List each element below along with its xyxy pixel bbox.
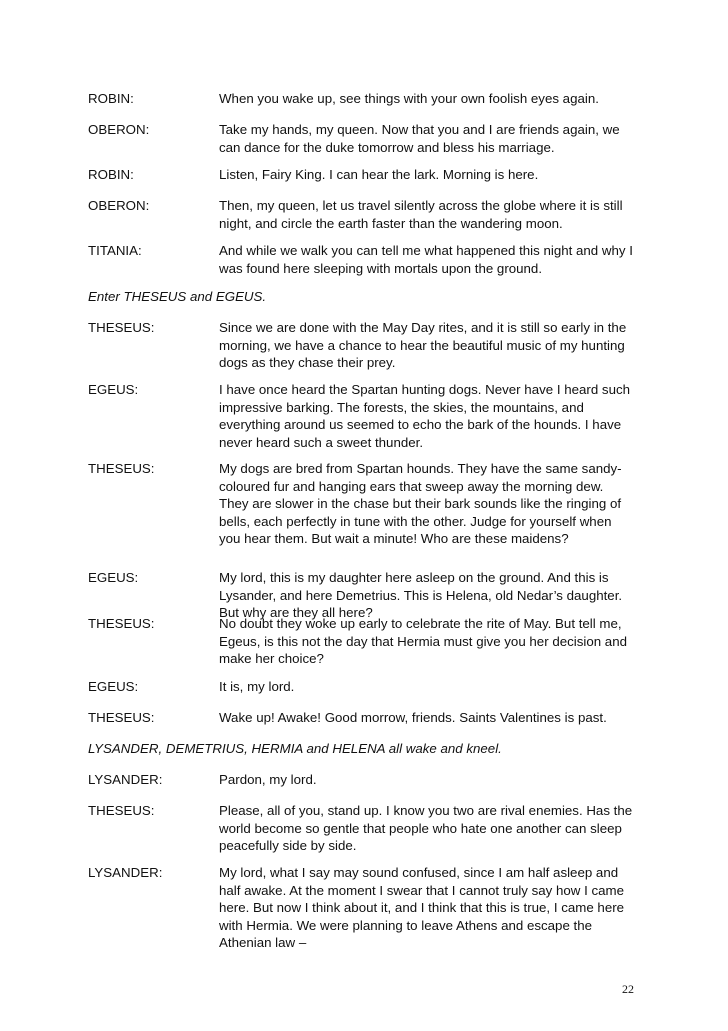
speech-line: I have once heard the Spartan hunting dogs. Never have I heard such [219,382,631,397]
speaker-name: THESEUS: [88,320,155,335]
speech-line: They are slower in the chase but their bark sounds like the ringing of [219,496,622,511]
page-number: 22 [622,982,634,996]
speech-line: night, and circle the earth faster than the wandering moon. [219,215,563,231]
speaker-name: THESEUS: [88,461,155,476]
speech-line: Wake up! Awake! Good morrow, friends. Saints Valentines is past. [219,710,607,725]
speech-text [219,121,649,156]
speaker-name: ROBIN: [88,167,134,182]
stage-direction: Enter THESEUS and EGEUS. [88,289,267,304]
speech-line: When you wake up, see things with your own foolish eyes again. [219,91,599,106]
speech-line: coloured fur and hanging ears that sweep away the morning dew. [219,478,604,494]
speech-line: Athenian law – [219,935,307,950]
speech-text [219,615,649,668]
speech-line: world become so gentle that people who hate one another can sleep [219,820,622,836]
speech-text [219,381,649,451]
speech-line: My lord, this is my daughter here asleep on the ground. And this is [219,570,609,585]
speaker-name: TITANIA: [88,243,142,258]
speech-line: My dogs are bred from Spartan hounds. They have the same sandy- [219,461,622,476]
speaker-name: ROBIN: [88,91,134,106]
speech-line: morning, we have a chance to hear the beautiful music of my hunting [219,337,625,353]
speech-line: No doubt they woke up early to celebrate the rite of May. But tell me, [219,616,622,631]
speech-line: But why are they all here? [219,605,373,620]
speaker-name: THESEUS: [88,710,155,725]
speaker-name: EGEUS: [88,570,139,585]
speech-text [219,166,649,184]
speech-line: Lysander, and here Demetrius. This is Helena, old Nedar’s daughter. [219,587,623,603]
speech-text [219,864,649,952]
speech-text [219,709,649,727]
speech-line: make her choice? [219,651,324,666]
speech-text [219,802,649,855]
speech-line: here. But now I think about it, and I think that this is true, I came here [219,900,625,915]
speaker-name: THESEUS: [88,803,155,818]
speech-line: And while we walk you can tell me what happened this night and why I [219,243,633,258]
stage-direction: LYSANDER, DEMETRIUS, HERMIA and HELENA all wake and kneel. [88,741,502,756]
speech-line: can dance for the duke tomorrow and bless his marriage. [219,139,555,155]
speech-line: Please, all of you, stand up. I know you two are rival enemies. Has the [219,803,633,818]
speech-line: was found here sleeping with mortals upon the ground. [219,260,543,276]
speech-line: impressive barking. The forests, the skies, the mountains, and [219,399,584,415]
speech-line: with Hermia. We were planning to leave Athens and escape the [219,917,593,933]
speaker-name: OBERON: [88,122,150,137]
speech-line: half awake. At the moment I swear that I cannot truly say how I came [219,882,625,898]
speech-line: dogs as they chase their prey. [219,355,396,370]
speech-line: Pardon, my lord. [219,772,317,787]
speech-text [219,90,649,108]
speaker-name: EGEUS: [88,679,139,694]
speaker-name: OBERON: [88,198,150,213]
speech-text [219,569,649,622]
speech-line: My lord, what I say may sound confused, since I am half asleep and [219,865,619,880]
speaker-name: LYSANDER: [88,865,163,880]
speech-line: you hear them. But wait a minute! Who are these maidens? [219,531,569,546]
speech-text [219,460,649,548]
speech-line: never heard such a sweet thunder. [219,434,424,450]
speech-text [219,319,649,372]
speech-text [219,242,649,277]
speech-line: It is, my lord. [219,679,295,694]
speech-line: Listen, Fairy King. I can hear the lark. Morning is here. [219,167,539,182]
speech-text [219,678,649,696]
speaker-name: THESEUS: [88,616,155,631]
speech-line: Then, my queen, let us travel silently across the globe where it is still [219,198,623,213]
speech-line: Take my hands, my queen. Now that you and I are friends again, we [219,122,620,137]
speaker-name: EGEUS: [88,382,139,397]
speech-text [219,197,649,232]
speech-line: Egeus, is this not the day that Hermia must give you her decision and [219,633,627,649]
speech-line: everything around us seemed to echo the bark of the hounds. I have [219,417,622,432]
speech-line: Since we are done with the May Day rites, and it is still so early in the [219,320,627,335]
speaker-name: LYSANDER: [88,772,163,787]
speech-line: peacefully side by side. [219,838,357,853]
speech-line: bells, each perfectly in tune with the other. Judge for yourself when [219,513,612,529]
speech-text [219,771,649,789]
